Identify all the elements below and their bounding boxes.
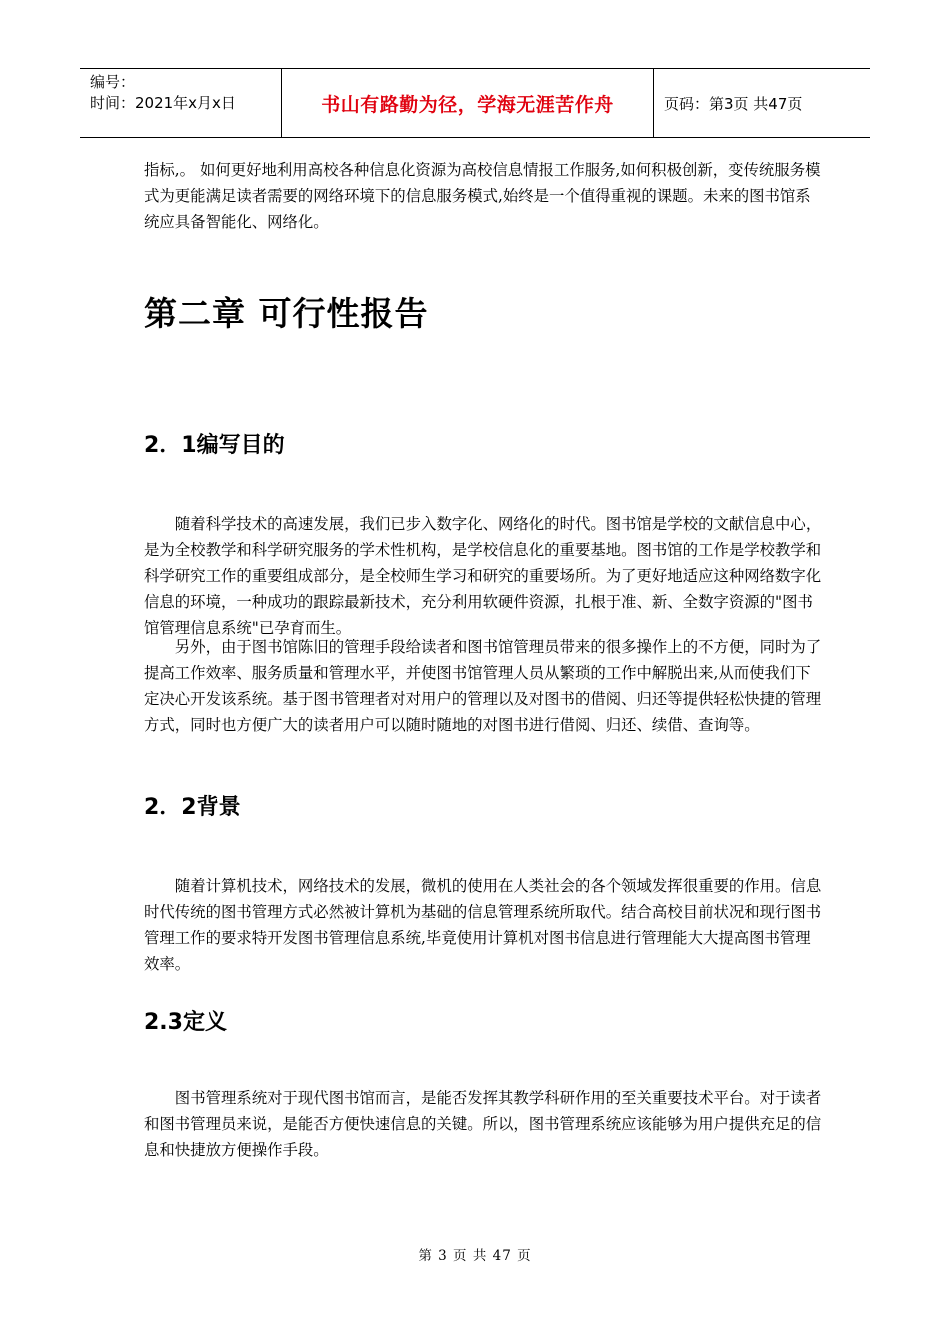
section-paragraph: 随着计算机技术，网络技术的发展，微机的使用在人类社会的各个领域发挥很重要的作用。信息时代传统的图书管理方式必然被计算机为基础的信息管理系统所取代。结合高校目前状况和现行图书管理工作的要求特开发图书管理信息系统,毕竟使用计算机对图书信息进行管理能大大提高图书管理效率。: [144, 877, 822, 973]
number-label: 编号：: [90, 73, 136, 91]
header-meta: [80, 69, 282, 137]
intro-paragraph: 指标,。 如何更好地利用高校各种信息化资源为高校信息情报工作服务,如何积极创新，变传统服务模式为更能满足读者需要的网络环境下的信息服务模式,始终是一个值得重视的课题。未来的图书馆系统应具备智能化、网络化。: [144, 161, 821, 231]
section-title: 2．1编写目的: [144, 433, 285, 458]
page-header: [80, 68, 870, 138]
chapter-title: 第二章 可行性报告: [144, 294, 429, 333]
section-title: 2.3定义: [144, 1010, 227, 1035]
section-title: 2．2背景: [144, 795, 241, 820]
header-page-info: 页码：第3页 共47页: [664, 94, 803, 113]
page-footer: 第 3 页 共 47 页: [418, 1248, 532, 1264]
date-label: 时间：2021年x月x日: [90, 94, 236, 112]
section-paragraph: 图书管理系统对于现代图书馆而言，是能否发挥其教学科研作用的至关重要技术平台。对于读者和图书管理员来说，是能否方便快速信息的关键。所以，图书管理系统应该能够为用户提供充足的信息和快捷放方便操作手段。: [144, 1089, 822, 1159]
header-motto: 书山有路勤为径，学海无涯苦作舟: [282, 69, 654, 137]
section-paragraph: 另外，由于图书馆陈旧的管理手段给读者和图书馆管理员带来的很多操作上的不方便，同时为了提高工作效率、服务质量和管理水平，并使图书馆管理人员从繁琐的工作中解脱出来,从而使我们下定决心开发该系统。基于图书管理者对对用户的管理以及对图书的借阅、归还等提供轻松快捷的管理方式，同时也方便广大的读者用户可以随时随地的对图书进行借阅、归还、续借、查询等。: [144, 638, 822, 734]
section-paragraph: 随着科学技术的高速发展，我们已步入数字化、网络化的时代。图书馆是学校的文献信息中心，是为全校教学和科学研究服务的学术性机构，是学校信息化的重要基地。图书馆的工作是学校教学和科学研究工作的重要组成部分，是全校师生学习和研究的重要场所。为了更好地适应这种网络数字化信息的环境，一种成功的跟踪最新技术，充分利用软硬件资源，扎根于准、新、全数字资源的"图书馆管理信息系统"已孕育而生。: [144, 515, 822, 637]
